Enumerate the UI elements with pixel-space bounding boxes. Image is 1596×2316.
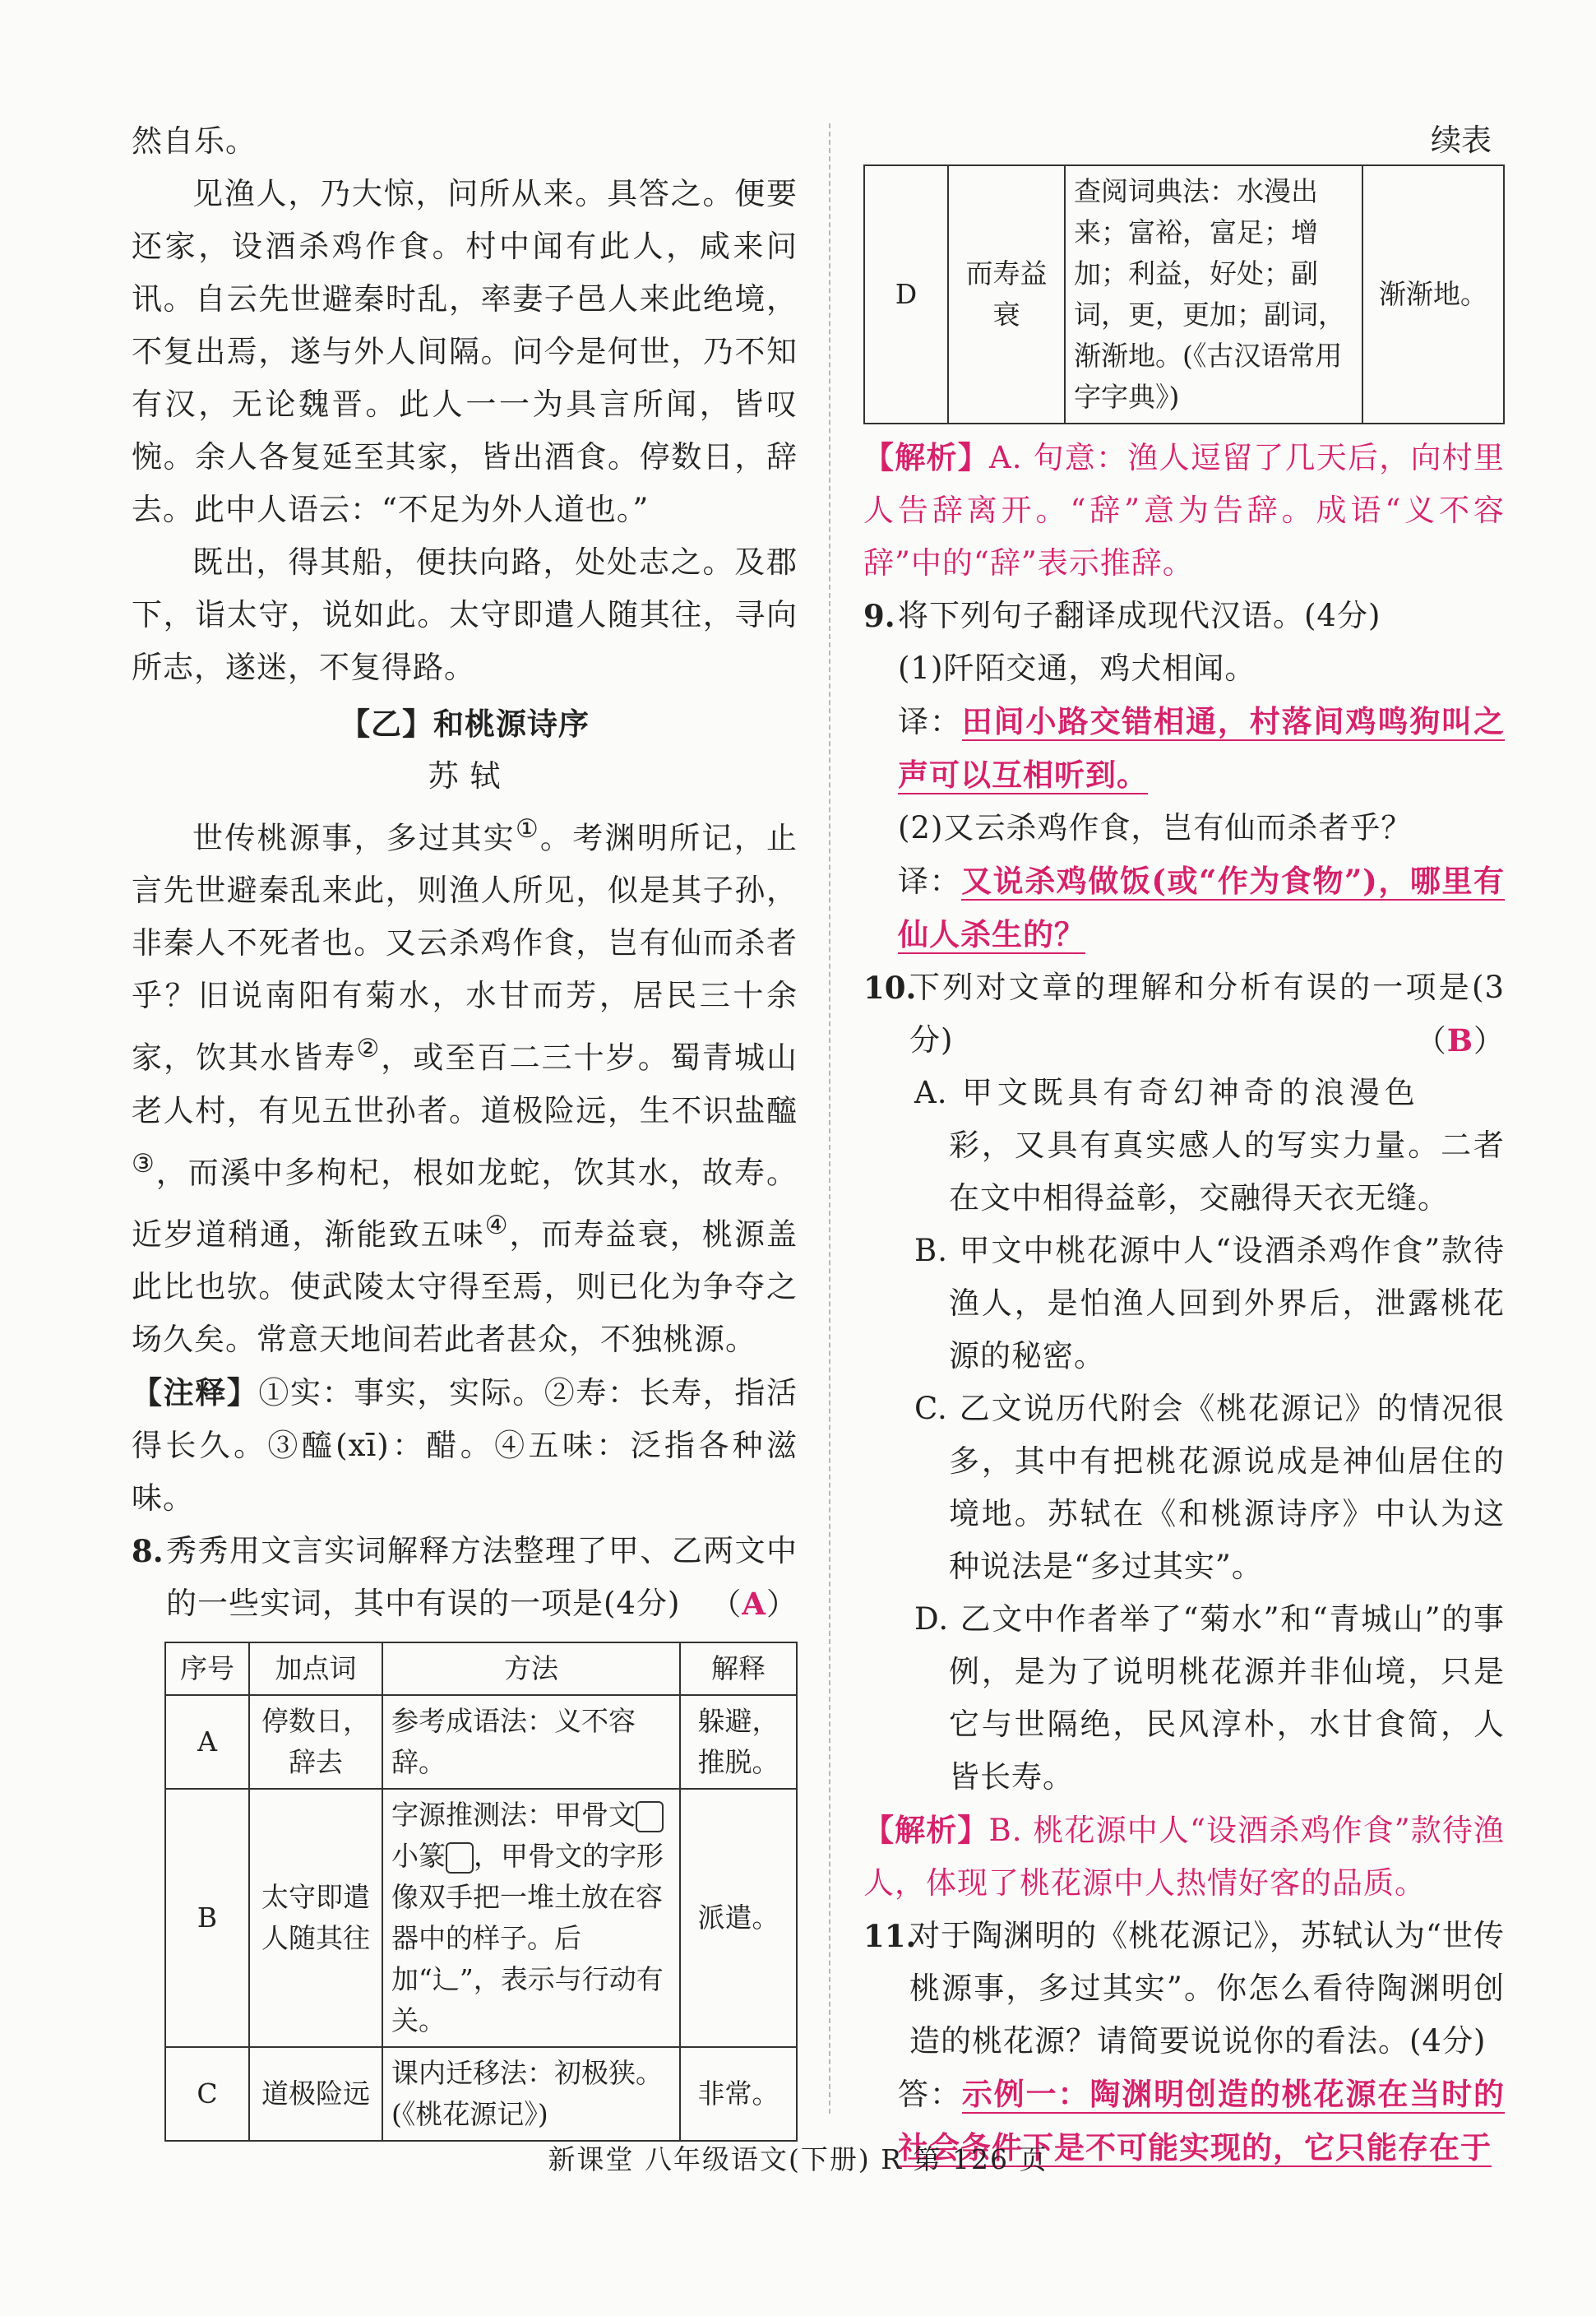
q11-text: 对于陶渊明的《桃花源记》，苏轼认为“世传桃源事，多过其实”。你怎么看待陶渊明创造的桃花源？请简要说说你的看法。(4分): [909, 1918, 1505, 2059]
analysis-q8-text: A. 句意：渔人逗留了几天后，向村里人告辞离开。“辞”意为告辞。成语“义不容辞”中的“辞”表示推辞。: [863, 440, 1505, 581]
q11-answer-text: 示例一：陶渊明创造的桃花源在当时的社会条件下是不可能实现的，它只能存在于: [898, 2076, 1506, 2165]
q8-stem: 秀秀用文言实词解释方法整理了甲、乙两文中的一些实词，其中有误的一项是(4分): [166, 1533, 798, 1622]
q10-option-b: B. 甲文中桃花源中人“设酒杀鸡作食”款待渔人，是怕渔人回到外界后，泄露桃花源的秘密。: [914, 1233, 1505, 1373]
q8-text: [166, 1525, 798, 1630]
q9-answer-2: [863, 855, 1505, 961]
method-b-3: ，甲骨文的字形像双手把一堆土放在容器中的样子。后加“辶”，表示与行动有关。: [391, 1840, 664, 2037]
row-method: 课内迁移法：初极狭。(《桃花源记》): [382, 2047, 680, 2141]
q10-stem: 下列对文章的理解和分析有误的一项是(3分): [909, 970, 1505, 1058]
text-p3c: ，或至百二三十岁。蜀青城山老人村，有见五世孙者。道极险远，生不识盐醯: [132, 1040, 798, 1128]
q9-answer-1-text: 田间小路交错相通，村落间鸡鸣狗叫之声可以互相听到。: [898, 703, 1506, 793]
oracle-bone-glyph-icon: [636, 1801, 664, 1832]
vocab-table-continued: [863, 164, 1505, 424]
paren-left: （: [710, 1586, 742, 1623]
text-p0: 然自乐。: [132, 123, 257, 159]
paren-left: （: [1415, 1023, 1447, 1058]
q10-option-c: C. 乙文说历代附会《桃花源记》的情况很多，其中有把桃花源说成是神仙居住的境地。苏轼在《和桃源诗序》中认为这种说法是“多过其实”。: [914, 1391, 1505, 1584]
row-word: 太守即遣人随其往: [249, 1789, 382, 2047]
q10-answer: B: [1446, 1022, 1473, 1058]
table-row: [864, 165, 1504, 424]
table-row: [165, 1695, 797, 1789]
q8-answer-box: [710, 1577, 798, 1631]
row-meaning: 非常。: [680, 2047, 797, 2141]
text-p1: 见渔人，乃大惊，问所从来。具答之。便要还家，设酒杀鸡作食。村中闻有此人，咸来问讯。自云先世避秦时乱，率妻子邑人来此绝境，不复出焉，遂与外人间隔。问今是何世，乃不知有汉，无论魏晋。此人一一为具言所闻，皆叹惋。余人各复延至其家，皆出酒食。停数日，辞去。此中人语云：“不足为外人道也。”: [132, 176, 798, 527]
q10-number: 10.: [863, 970, 917, 1006]
row-meaning: 派遣。: [680, 1789, 797, 2047]
left-column: [132, 115, 798, 2142]
right-column: [863, 164, 1505, 2175]
table-row: [165, 2047, 797, 2141]
q9-number: 9.: [863, 598, 895, 634]
row-method: 查阅词典法：水漫出来；富裕，富足；增加；利益，好处；副词，更，更加；副词，渐渐地。(《古汉语常用字字典》): [1065, 165, 1362, 424]
row-id: B: [165, 1789, 249, 2047]
q10-option-a: A. 甲文既具有奇幻神奇的浪漫色彩，又具有真实感人的写实力量。二者在文中相得益彰，交融得天衣无缝。: [914, 1075, 1505, 1216]
row-method: [382, 1789, 680, 2047]
footnote-ref-1: ①: [515, 814, 540, 844]
seal-script-glyph-icon: [446, 1842, 474, 1874]
q9-answer-1: [863, 695, 1505, 802]
question-11: [863, 1910, 1505, 2068]
q9-answer-2-text: 又说杀鸡做饭(或“作为食物”)，哪里有仙人杀生的？: [898, 863, 1506, 952]
footnote-ref-2: ②: [356, 1034, 382, 1064]
table-header: 序号: [165, 1642, 249, 1695]
row-id: D: [864, 165, 948, 424]
row-meaning: 渐渐地。: [1362, 165, 1504, 424]
row-word: 道极险远: [249, 2047, 382, 2141]
question-10: [863, 961, 1505, 1067]
question-8: [132, 1525, 798, 1630]
translate-label: 译：: [898, 864, 962, 899]
q8-answer: A: [742, 1586, 766, 1623]
paren-right: ）: [766, 1586, 798, 1623]
row-word: 停数日，辞去: [249, 1695, 382, 1789]
q10-answer-box: [1416, 1014, 1505, 1068]
text-p3e: ，而寿益衰，桃源盖此比也欤。使武陵太守得至焉，则已化为争夺之场久矣。常意天地间若此者甚众，不独桃源。: [132, 1216, 798, 1358]
table-row: [165, 1789, 797, 2047]
table-header-row: [165, 1642, 797, 1695]
row-meaning: 躲避，推脱。: [680, 1695, 797, 1789]
translate-label: 译：: [898, 704, 962, 739]
text-p2: 既出，得其船，便扶向路，处处志之。及郡下，诣太守，说如此。太守即遣人随其往，寻向所志，遂迷，不复得路。: [132, 544, 798, 685]
q10-option-d: D. 乙文中作者举了“菊水”和“青城山”的事例，是为了说明桃花源并非仙境，只是它与世隔绝，民风淳朴，水甘食简，人皆长寿。: [914, 1601, 1505, 1795]
notes-text: ①实：事实，实际。②寿：长寿，指活得长久。③醯(xī)：醋。④五味：泛指各种滋味。: [132, 1375, 798, 1517]
q11-number: 11.: [863, 1918, 917, 1954]
notes: [132, 1366, 798, 1525]
footnote-ref-3: ③: [132, 1148, 156, 1179]
table-header: 解释: [680, 1642, 797, 1695]
text-p3a: 世传桃源事，多过其实: [192, 820, 516, 856]
analysis-tag: 【解析】: [863, 439, 989, 475]
page-footer: 新课堂 八年级语文(下册) R 第 126 页: [548, 2143, 1048, 2175]
q8-number: 8.: [132, 1533, 164, 1570]
footnote-ref-4: ④: [484, 1210, 510, 1240]
analysis-q10: [863, 1804, 1505, 1910]
column-divider: [829, 123, 830, 2114]
article-title: 【乙】和桃源诗序: [340, 706, 590, 742]
table-header: 加点词: [249, 1642, 382, 1695]
article-author: 苏 轼: [428, 758, 502, 794]
text-p3: [132, 803, 798, 1366]
paren-right: ）: [1473, 1023, 1505, 1058]
q10-text: [909, 961, 1505, 1067]
text-p3d: ，而溪中多枸杞，根如龙蛇，饮其水，故寿。近岁道稍通，渐能致五味: [132, 1154, 798, 1253]
analysis-q8: [863, 431, 1505, 590]
vocab-table: [164, 1642, 798, 2142]
q9-sentence-1: (1)阡陌交通，鸡犬相闻。: [898, 651, 1256, 686]
text-p3b: 。考渊明所记，止言先世避秦乱来此，则渔人所见，似是其子孙，非秦人不死者也。又云杀鸡作食，岂有仙而杀者乎？旧说南阳有菊水，水甘而芳，居民三十余家，饮其水皆寿: [132, 820, 798, 1076]
row-method: 参考成语法：义不容辞。: [382, 1695, 680, 1789]
row-id: A: [165, 1695, 249, 1789]
q9-sentence-2: (2)又云杀鸡作食，岂有仙而杀者乎？: [898, 810, 1413, 845]
table-header: 方法: [382, 1642, 680, 1695]
q9-text: 将下列句子翻译成现代汉语。(4分): [898, 598, 1381, 633]
analysis-tag: 【解析】: [863, 1812, 989, 1848]
row-word: 而寿益衰: [948, 165, 1065, 424]
notes-tag: 【注释】: [132, 1374, 259, 1411]
analysis-q10-text: B. 桃花源中人“设酒杀鸡作食”款待渔人，体现了桃花源中人热情好客的品质。: [863, 1813, 1506, 1901]
method-b-2: 小篆: [391, 1840, 446, 1873]
question-9: [863, 590, 1505, 642]
row-id: C: [165, 2047, 249, 2141]
method-b-1: 字源推测法：甲骨文: [391, 1799, 636, 1832]
table-continued-label: 续表: [1431, 123, 1492, 158]
answer-label: 答：: [898, 2077, 962, 2112]
